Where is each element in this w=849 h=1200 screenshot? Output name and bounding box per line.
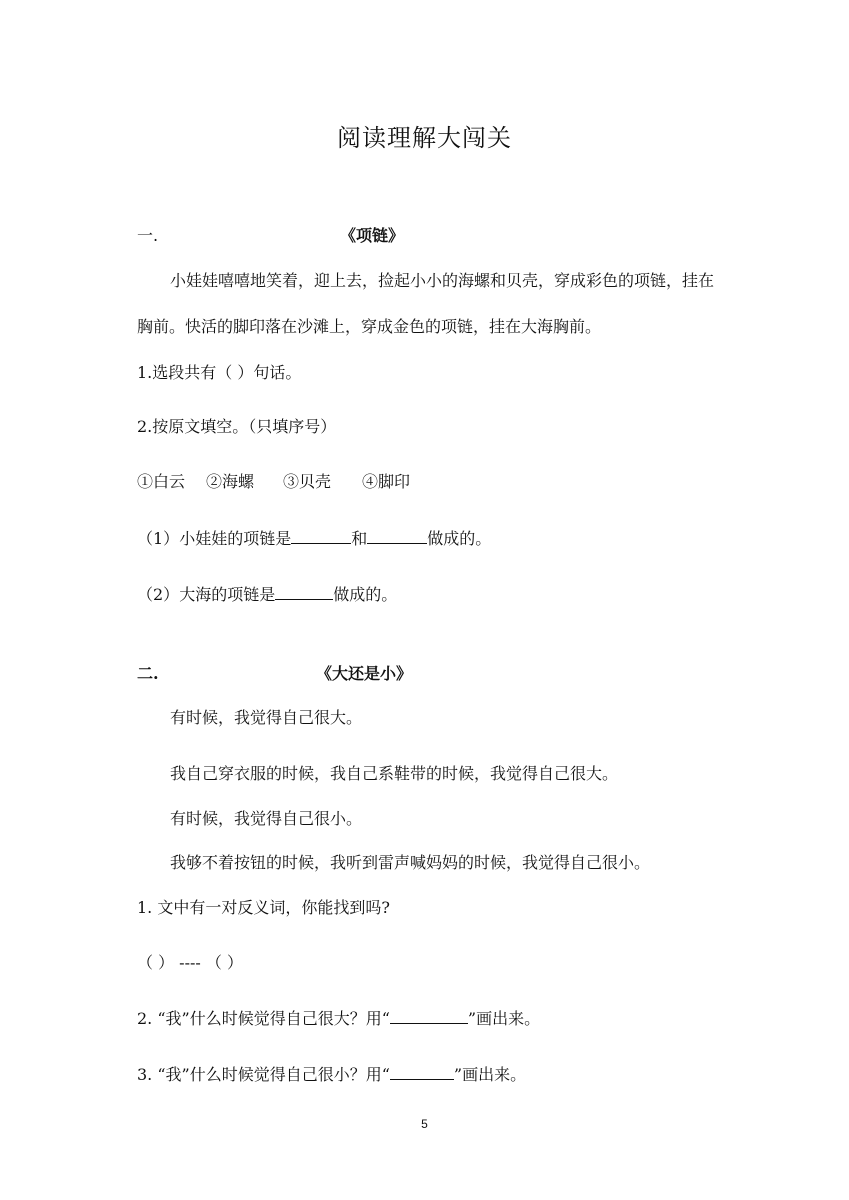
sub-question-1-text-c: 做成的。 bbox=[427, 529, 492, 548]
passage-1-line-2: 胸前。快活的脚印落在沙滩上，穿成金色的项链，挂在大海胸前。 bbox=[137, 317, 602, 336]
passage-2-line-4: 我够不着按钮的时候，我听到雷声喊妈妈的时候，我觉得自己很小。 bbox=[170, 853, 651, 872]
line-sample bbox=[390, 1070, 454, 1080]
question-2-2 bbox=[137, 1006, 540, 1029]
answer-blank[interactable] bbox=[367, 528, 427, 544]
sub-question-1-text-b: 和 bbox=[351, 529, 368, 548]
passage-2-line-2: 我自己穿衣服的时候，我自己系鞋带的时候，我觉得自己很大。 bbox=[170, 764, 619, 783]
option-1: ①白云 bbox=[137, 472, 186, 491]
question-2-3-text-b: ”画出来。 bbox=[453, 1065, 527, 1084]
answer-blank[interactable] bbox=[275, 584, 333, 600]
section-2-number: 二. bbox=[137, 664, 159, 683]
section-1-heading: 《项链》 bbox=[340, 226, 405, 245]
question-2-2-text-a: 2. “我”什么时候觉得自己很大？用“ bbox=[137, 1009, 390, 1028]
question-2-3-text-a: 3. “我”什么时候觉得自己很小？用“ bbox=[137, 1065, 390, 1084]
section-1-number: 一. bbox=[137, 226, 159, 245]
option-4: ④脚印 bbox=[362, 472, 411, 491]
question-1-1: 1.选段共有（ ）句话。 bbox=[137, 363, 302, 382]
sub-question-1 bbox=[137, 526, 491, 549]
sub-question-2 bbox=[137, 582, 397, 605]
passage-1-line-1: 小娃娃嘻嘻地笑着，迎上去，捡起小小的海螺和贝壳，穿成彩色的项链，挂在 bbox=[170, 271, 715, 290]
sub-question-2-text-b: 做成的。 bbox=[333, 585, 398, 604]
passage-2-line-1: 有时候，我觉得自己很大。 bbox=[170, 708, 363, 727]
sub-question-2-text-a: 大海的项链是 bbox=[179, 585, 276, 604]
section-2-heading: 《大还是小》 bbox=[316, 664, 413, 683]
question-2-1-answer: （ ） ---- （ ） bbox=[137, 953, 243, 972]
answer-blank[interactable] bbox=[291, 528, 351, 544]
option-3: ③贝壳 bbox=[283, 472, 332, 491]
passage-2-line-3: 有时候，我觉得自己很小。 bbox=[170, 809, 363, 828]
page-number: 5 bbox=[421, 1117, 428, 1131]
question-2-2-text-b: ”画出来。 bbox=[467, 1009, 541, 1028]
page-title: 阅读理解大闯关 bbox=[337, 124, 512, 152]
question-2-3 bbox=[137, 1062, 526, 1085]
question-1-2: 2.按原文填空。（只填序号） bbox=[137, 417, 337, 436]
option-2: ②海螺 bbox=[206, 472, 255, 491]
sub-question-1-label: （1） bbox=[137, 529, 180, 548]
sub-question-2-label: （2） bbox=[137, 585, 180, 604]
sub-question-1-text-a: 小娃娃的项链是 bbox=[179, 529, 292, 548]
question-2-1: 1. 文中有一对反义词，你能找到吗? bbox=[137, 898, 390, 917]
underline-sample bbox=[390, 1008, 468, 1024]
